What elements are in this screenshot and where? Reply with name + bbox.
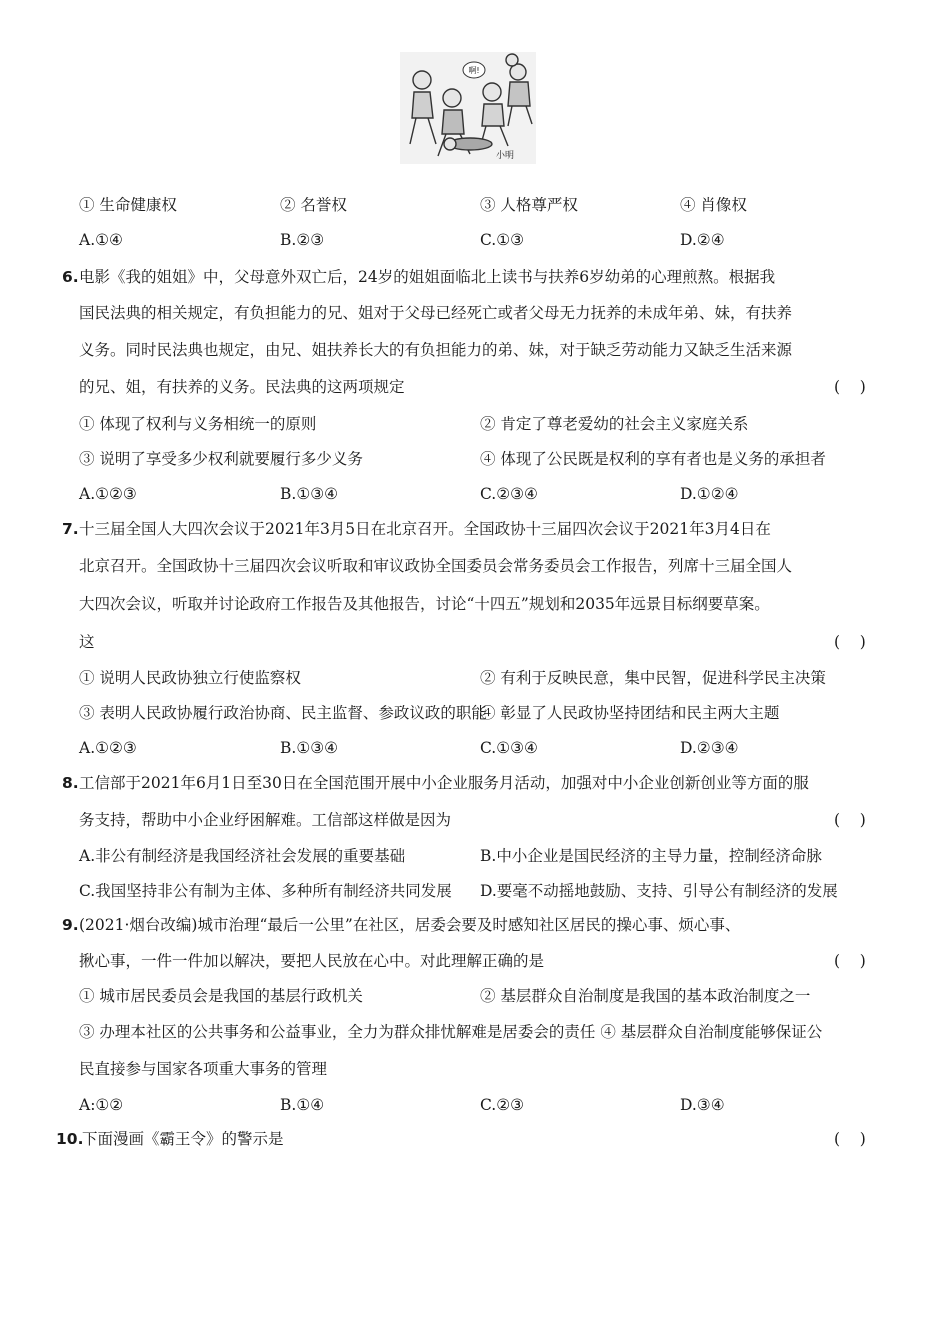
q5-choice-a[interactable]: A.①④ bbox=[79, 231, 123, 249]
q5-choice-c[interactable]: C.①③ bbox=[480, 231, 525, 249]
q8-choice-d[interactable]: D.要毫不动摇地鼓励、支持、引导公有制经济的发展 bbox=[480, 882, 838, 900]
q7-stem-line-3: 大四次会议，听取并讨论政府工作报告及其他报告，讨论“十四五”规划和2035年远景目标纲要草案。 bbox=[79, 595, 770, 613]
q9-option-1: ① 城市居民委员会是我国的基层行政机关 bbox=[79, 987, 363, 1005]
q8-choice-b[interactable]: B.中小企业是国民经济的主导力量，控制经济命脉 bbox=[480, 847, 822, 865]
q6-stem-line-2: 国民法典的相关规定，有负担能力的兄、姐对于父母已经死亡或者父母无力抚养的未成年弟、妹，有扶养 bbox=[79, 304, 793, 322]
q9-choice-a[interactable]: A:①② bbox=[79, 1096, 124, 1114]
speech-bubble-text: 啊! bbox=[468, 66, 480, 75]
q10-stem: 下面漫画《霸王令》的警示是 bbox=[82, 1130, 284, 1148]
q5-option-1: ① 生命健康权 bbox=[79, 196, 177, 214]
q5-option-4: ④ 肖像权 bbox=[680, 196, 747, 214]
q6-choice-c[interactable]: C.②③④ bbox=[480, 485, 538, 503]
q7-number: 7. bbox=[62, 520, 79, 538]
q8-answer-blank[interactable]: ( ) bbox=[834, 811, 866, 829]
q6-option-1: ① 体现了权利与义务相统一的原则 bbox=[79, 415, 317, 433]
q6-option-2: ② 肯定了尊老爱幼的社会主义家庭关系 bbox=[480, 415, 749, 433]
q7-answer-blank[interactable]: ( ) bbox=[834, 633, 866, 651]
q9-choice-d[interactable]: D.③④ bbox=[680, 1096, 725, 1114]
q6-option-4: ④ 体现了公民既是权利的享有者也是义务的承担者 bbox=[480, 450, 826, 468]
q7-option-3: ③ 表明人民政协履行政治协商、民主监督、参政议政的职能 bbox=[79, 704, 487, 722]
q9-option-3-4: ③ 办理本社区的公共事务和公益事业，全力为群众排忧解难是居委会的责任 ④ 基层群众自治制度能够保证公 bbox=[79, 1023, 823, 1041]
q7-stem-line-2: 北京召开。全国政协十三届四次会议听取和审议政协全国委员会常务委员会工作报告，列席十三届全国人 bbox=[79, 557, 793, 575]
q6-stem-line-1: 电影《我的姐姐》中，父母意外双亡后，24岁的姐姐面临北上读书与扶养6岁幼弟的心理煎熬。根据我 bbox=[79, 268, 776, 286]
q5-choice-b[interactable]: B.②③ bbox=[280, 231, 325, 249]
q8-choice-a[interactable]: A.非公有制经济是我国经济社会发展的重要基础 bbox=[79, 847, 406, 865]
q8-number: 8. bbox=[62, 774, 79, 792]
q8-choice-c[interactable]: C.我国坚持非公有制为主体、多种所有制经济共同发展 bbox=[79, 882, 452, 900]
q10-number: 10. bbox=[56, 1130, 84, 1148]
q5-choice-d[interactable]: D.②④ bbox=[680, 231, 725, 249]
q7-option-4: ④ 彰显了人民政协坚持团结和民主两大主题 bbox=[480, 704, 780, 722]
q6-choice-a[interactable]: A.①②③ bbox=[79, 485, 137, 503]
q6-choice-b[interactable]: B.①③④ bbox=[280, 485, 339, 503]
cartoon-illustration bbox=[400, 52, 536, 164]
q9-number: 9. bbox=[62, 916, 79, 934]
q7-option-2: ② 有利于反映民意，集中民智，促进科学民主决策 bbox=[480, 669, 826, 687]
q6-stem-line-3: 义务。同时民法典也规定，由兄、姐扶养长大的有负担能力的弟、妹，对于缺乏劳动能力又缺乏生活来源 bbox=[79, 341, 793, 359]
q7-choice-a[interactable]: A.①②③ bbox=[79, 739, 137, 757]
q7-option-1: ① 说明人民政协独立行使监察权 bbox=[79, 669, 301, 687]
q9-answer-blank[interactable]: ( ) bbox=[834, 952, 866, 970]
q9-stem-line-1: (2021·烟台改编)城市治理“最后一公里”在社区，居委会要及时感知社区居民的操心事、烦心事、 bbox=[79, 916, 741, 934]
q7-choice-d[interactable]: D.②③④ bbox=[680, 739, 739, 757]
q6-choice-d[interactable]: D.①②④ bbox=[680, 485, 739, 503]
q10-answer-blank[interactable]: ( ) bbox=[834, 1130, 866, 1148]
q9-stem-line-2: 揪心事，一件一件加以解决，要把人民放在心中。对此理解正确的是 bbox=[79, 952, 545, 970]
q9-option-2: ② 基层群众自治制度是我国的基本政治制度之一 bbox=[480, 987, 811, 1005]
q6-stem-line-4: 的兄、姐，有扶养的义务。民法典的这两项规定 bbox=[79, 378, 405, 396]
q7-stem-line-4: 这 bbox=[79, 633, 95, 651]
q6-number: 6. bbox=[62, 268, 79, 286]
q9-choice-c[interactable]: C.②③ bbox=[480, 1096, 525, 1114]
cartoon-caption: 小明 bbox=[496, 151, 515, 161]
q6-answer-blank[interactable]: ( ) bbox=[834, 378, 866, 396]
q9-choice-b[interactable]: B.①④ bbox=[280, 1096, 325, 1114]
q5-option-3: ③ 人格尊严权 bbox=[480, 196, 578, 214]
q7-stem-line-1: 十三届全国人大四次会议于2021年3月5日在北京召开。全国政协十三届四次会议于2021年3月4日在 bbox=[79, 520, 771, 538]
q5-option-2: ② 名誉权 bbox=[280, 196, 347, 214]
q9-option-4-cont: 民直接参与国家各项重大事务的管理 bbox=[79, 1060, 328, 1078]
q6-option-3: ③ 说明了享受多少权利就要履行多少义务 bbox=[79, 450, 363, 468]
q7-choice-c[interactable]: C.①③④ bbox=[480, 739, 538, 757]
q8-stem-line-1: 工信部于2021年6月1日至30日在全国范围开展中小企业服务月活动，加强对中小企业创新创业等方面的服 bbox=[79, 774, 809, 792]
q8-stem-line-2: 务支持，帮助中小企业纾困解难。工信部这样做是因为 bbox=[79, 811, 452, 829]
q7-choice-b[interactable]: B.①③④ bbox=[280, 739, 339, 757]
